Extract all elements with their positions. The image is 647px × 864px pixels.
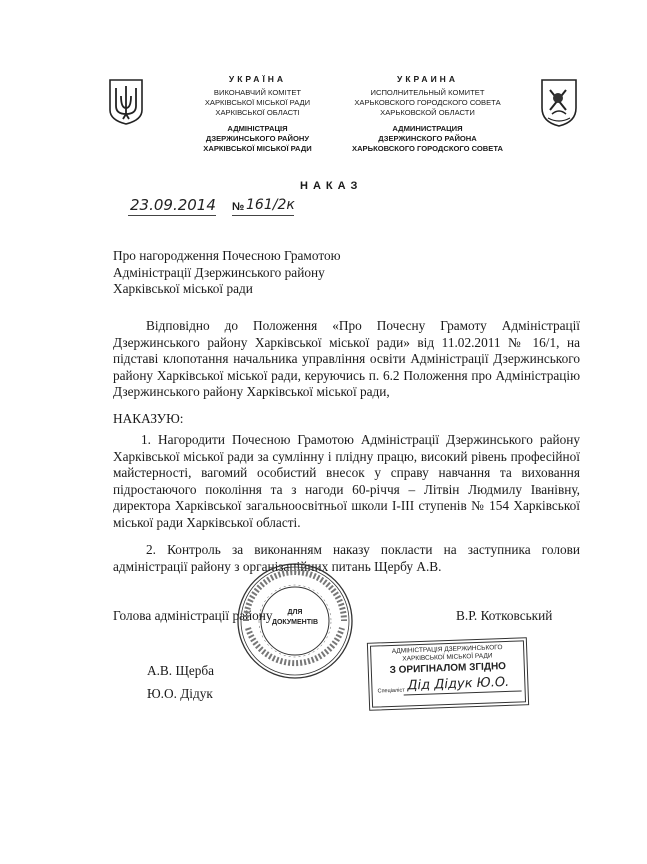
executor-name: А.В. Щерба [147, 663, 215, 678]
order-item-2-text: 2. Контроль за виконанням наказу покласти на заступника голови адміністрації району з організаційних питань Щербу А.В. [113, 542, 580, 574]
preamble-paragraph [113, 318, 580, 401]
stamp-title: З ОРИГІНАЛОМ ЗГІДНО [389, 660, 507, 677]
document-title: НАКАЗ [300, 180, 363, 192]
header-administration-line: ХАРКІВСЬКОЇ МІСЬКОЇ РАДИ [203, 144, 312, 153]
order-item-1-text: 1. Нагородити Почесною Грамотою Адміністрації Дзержинського району Харківської міської ради за сумлінну і плідну працю, високий рівень професійної майстерності, вагомий особистий внесок у справу навчання та виховання підростаючого покоління та з нагоди 60-річчя – Літвін Людмилу Іванівну, директора Харківської загальноосвітньої школи І-ІІІ ступенів № 154 Харківської міської ради Харківської області. [113, 432, 580, 530]
signer-name: В.Р. Котковський [456, 608, 553, 623]
header-ukrainian [185, 74, 330, 154]
header-administration-line: ДЗЕРЖИНСКОГО РАЙОНА [378, 134, 477, 143]
stamp-signature: Дід Дідук Ю.О. [407, 674, 510, 694]
stamp-line: АДМІНІСТРАЦІЯ ДЗЕРЖИНСЬКОГО [391, 644, 503, 655]
official-round-seal [236, 562, 354, 680]
header-administration-line: ХАРЬКОВСКОГО ГОРОДСКОГО СОВЕТА [352, 144, 503, 153]
header-country: УКРАЇНА [228, 74, 287, 84]
number-sign: № [232, 201, 245, 213]
document-date: 23.09.2014 [130, 196, 216, 214]
seal-line: ДОКУМЕНТІВ [271, 619, 319, 626]
number-underline [232, 215, 294, 216]
document-subject [113, 248, 341, 298]
subject-line: Адміністрації Дзержинського району [113, 264, 325, 280]
coat-of-arms-kharkiv [540, 78, 578, 128]
document-number: 161/2к [246, 197, 295, 213]
stamp-text [374, 643, 521, 677]
header-committee-line: ХАРЬКОВСКОГО ГОРОДСКОГО СОВЕТА [354, 98, 501, 107]
date-number-line [128, 196, 298, 218]
header-administration-line: АДМІНІСТРАЦІЯ [227, 124, 288, 133]
header-committee-line: ХАРЬКОВСКОЙ ОБЛАСТИ [380, 108, 475, 117]
stamp-line: ХАРКІВСЬКОЇ МІСЬКОЇ РАДИ [402, 652, 493, 663]
order-item-1 [113, 432, 580, 531]
certification-stamp [367, 637, 529, 711]
header-administration-line: ДЗЕРЖИНСЬКОГО РАЙОНУ [205, 134, 310, 143]
executor-name: Ю.О. Дідук [147, 686, 213, 701]
header-committee-line: ИСПОЛНИТЕЛЬНЫЙ КОМИТЕТ [370, 88, 485, 97]
signer-title: Голова адміністрації району [113, 608, 273, 623]
preamble-text: Відповідно до Положення «Про Почесну Грамоту Адміністрації Дзержинського району Харківської міської ради» від 11.02.2011 № 16/1, на підставі клопотання начальника управління освіти Адміністрації Дзержинського району Харківської міської ради, керуючись п. 6.2 Положення про Адміністрацію Дзержинського району Харківської міської ради, [113, 318, 580, 399]
header-committee-line: ВИКОНАВЧИЙ КОМІТЕТ [213, 88, 302, 97]
date-underline [128, 215, 216, 216]
seal-line: ДЛЯ [287, 609, 303, 616]
stamp-label: Спеціаліст [377, 687, 405, 695]
subject-line: Про нагородження Почесною Грамотою [113, 248, 341, 263]
header-country: УКРАИНА [397, 74, 458, 84]
subject-line: Харківської міської ради [113, 281, 253, 296]
coat-of-arms-ukraine [108, 78, 144, 126]
seal-center-text [265, 608, 325, 628]
header-committee-line: ХАРКІВСЬКОЇ ОБЛАСТІ [215, 108, 300, 117]
header-russian [345, 74, 510, 154]
header-committee-line: ХАРКІВСЬКОЇ МІСЬКОЇ РАДИ [204, 98, 311, 107]
header-administration-line: АДМИНИСТРАЦИЯ [392, 124, 463, 133]
order-heading: НАКАЗУЮ: [113, 411, 184, 426]
